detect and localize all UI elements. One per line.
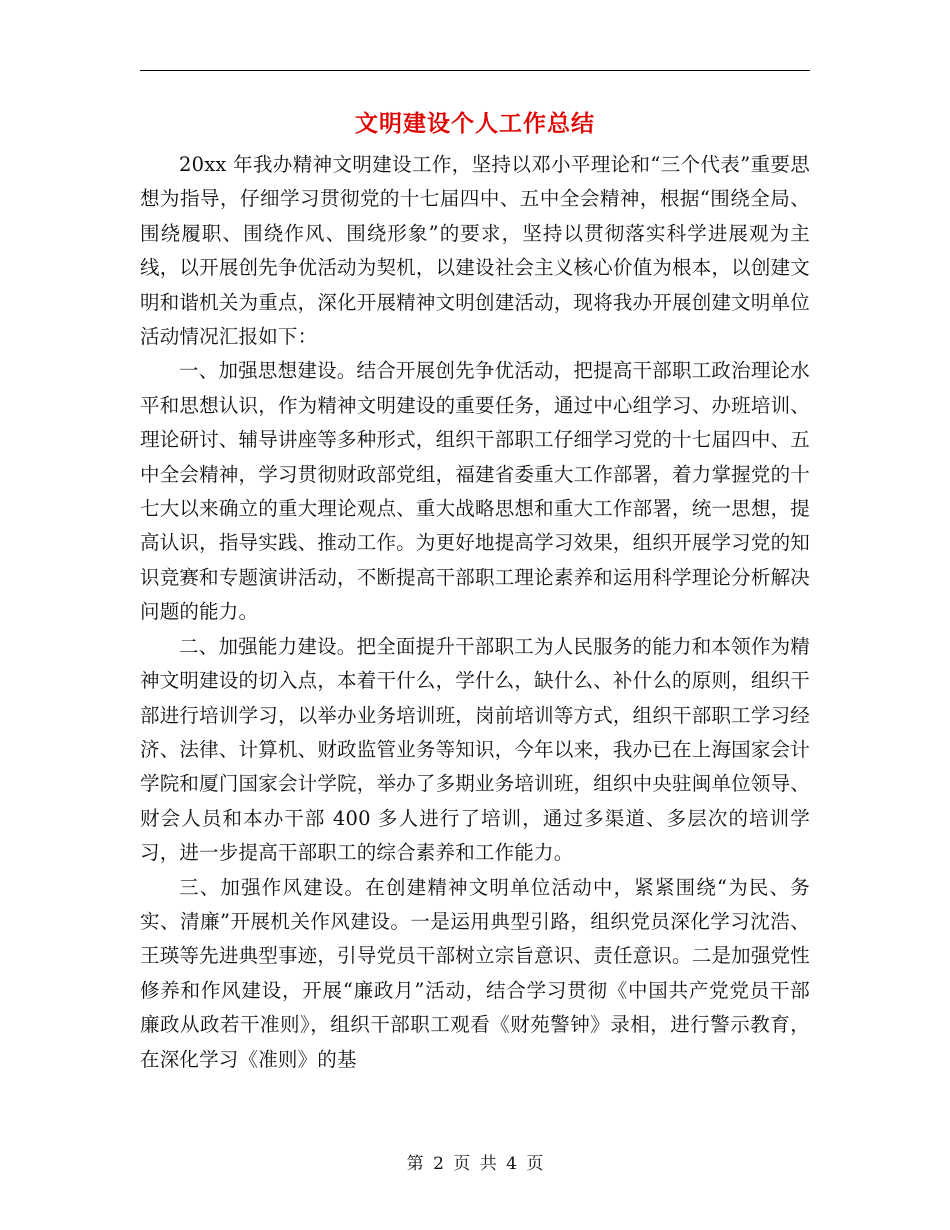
- paragraph-capability: 二、加强能力建设。把全面提升干部职工为人民服务的能力和本领作为精神文明建设的切入点，本着干什么，学什么，缺什么、补什么的原则，组织干部进行培训学习，以举办业务培训班，岗前培训等方式，组织干部职工学习经济、法律、计算机、财政监管业务等知识，今年以来，我办已在上海国家会计学院和厦门国家会计学院，举办了多期业务培训班，组织中央驻闽单位领导、财会人员和本办干部 400 多人进行了培训，通过多渠道、多层次的培训学习，进一步提高干部职工的综合素养和工作能力。: [140, 634, 810, 865]
- document-body: [140, 148, 810, 1077]
- document-title: 文明建设个人工作总结: [355, 110, 595, 137]
- paragraph-ideology: 一、加强思想建设。结合开展创先争优活动，把提高干部职工政治理论水平和思想认识，作为精神文明建设的重要任务，通过中心组学习、办班培训、理论研讨、辅导讲座等多种形式，组织干部职工仔细学习党的十七届四中、五中全会精神，学习贯彻财政部党组，福建省委重大工作部署，着力掌握党的十七大以来确立的重大理论观点、重大战略思想和重大工作部署，统一思想，提高认识，指导实践、推动工作。为更好地提高学习效果，组织开展学习党的知识竞赛和专题演讲活动，不断提高干部职工理论素养和运用科学理论分析解决问题的能力。: [140, 359, 810, 624]
- header-rule: [140, 70, 810, 71]
- paragraph-intro: 20xx 年我办精神文明建设工作，坚持以邓小平理论和“三个代表”重要思想为指导，仔细学习贯彻党的十七届四中、五中全会精神，根据“围绕全局、围绕履职、围绕作风、围绕形象”的要求，坚持以贯彻落实科学进展观为主线，以开展创先争优活动为契机，以建设社会主义核心价值为根本，以创建文明和谐机关为重点，深化开展精神文明创建活动，现将我办开展创建文明单位活动情况汇报如下：: [140, 153, 810, 349]
- paragraph-work-style: 三、加强作风建设。在创建精神文明单位活动中，紧紧围绕“为民、务实、清廉”开展机关作风建设。一是运用典型引路，组织党员深化学习沈浩、王瑛等先进典型事迹，引导党员干部树立宗旨意识、责任意识。二是加强党性修养和作风建设，开展“廉政月”活动，结合学习贯彻《中国共产党党员干部廉政从政若干准则》，组织干部职工观看《财苑警钟》录相，进行警示教育，在深化学习《准则》的基: [140, 875, 810, 1071]
- page-number: 第 2 页 共 4 页: [406, 1154, 544, 1174]
